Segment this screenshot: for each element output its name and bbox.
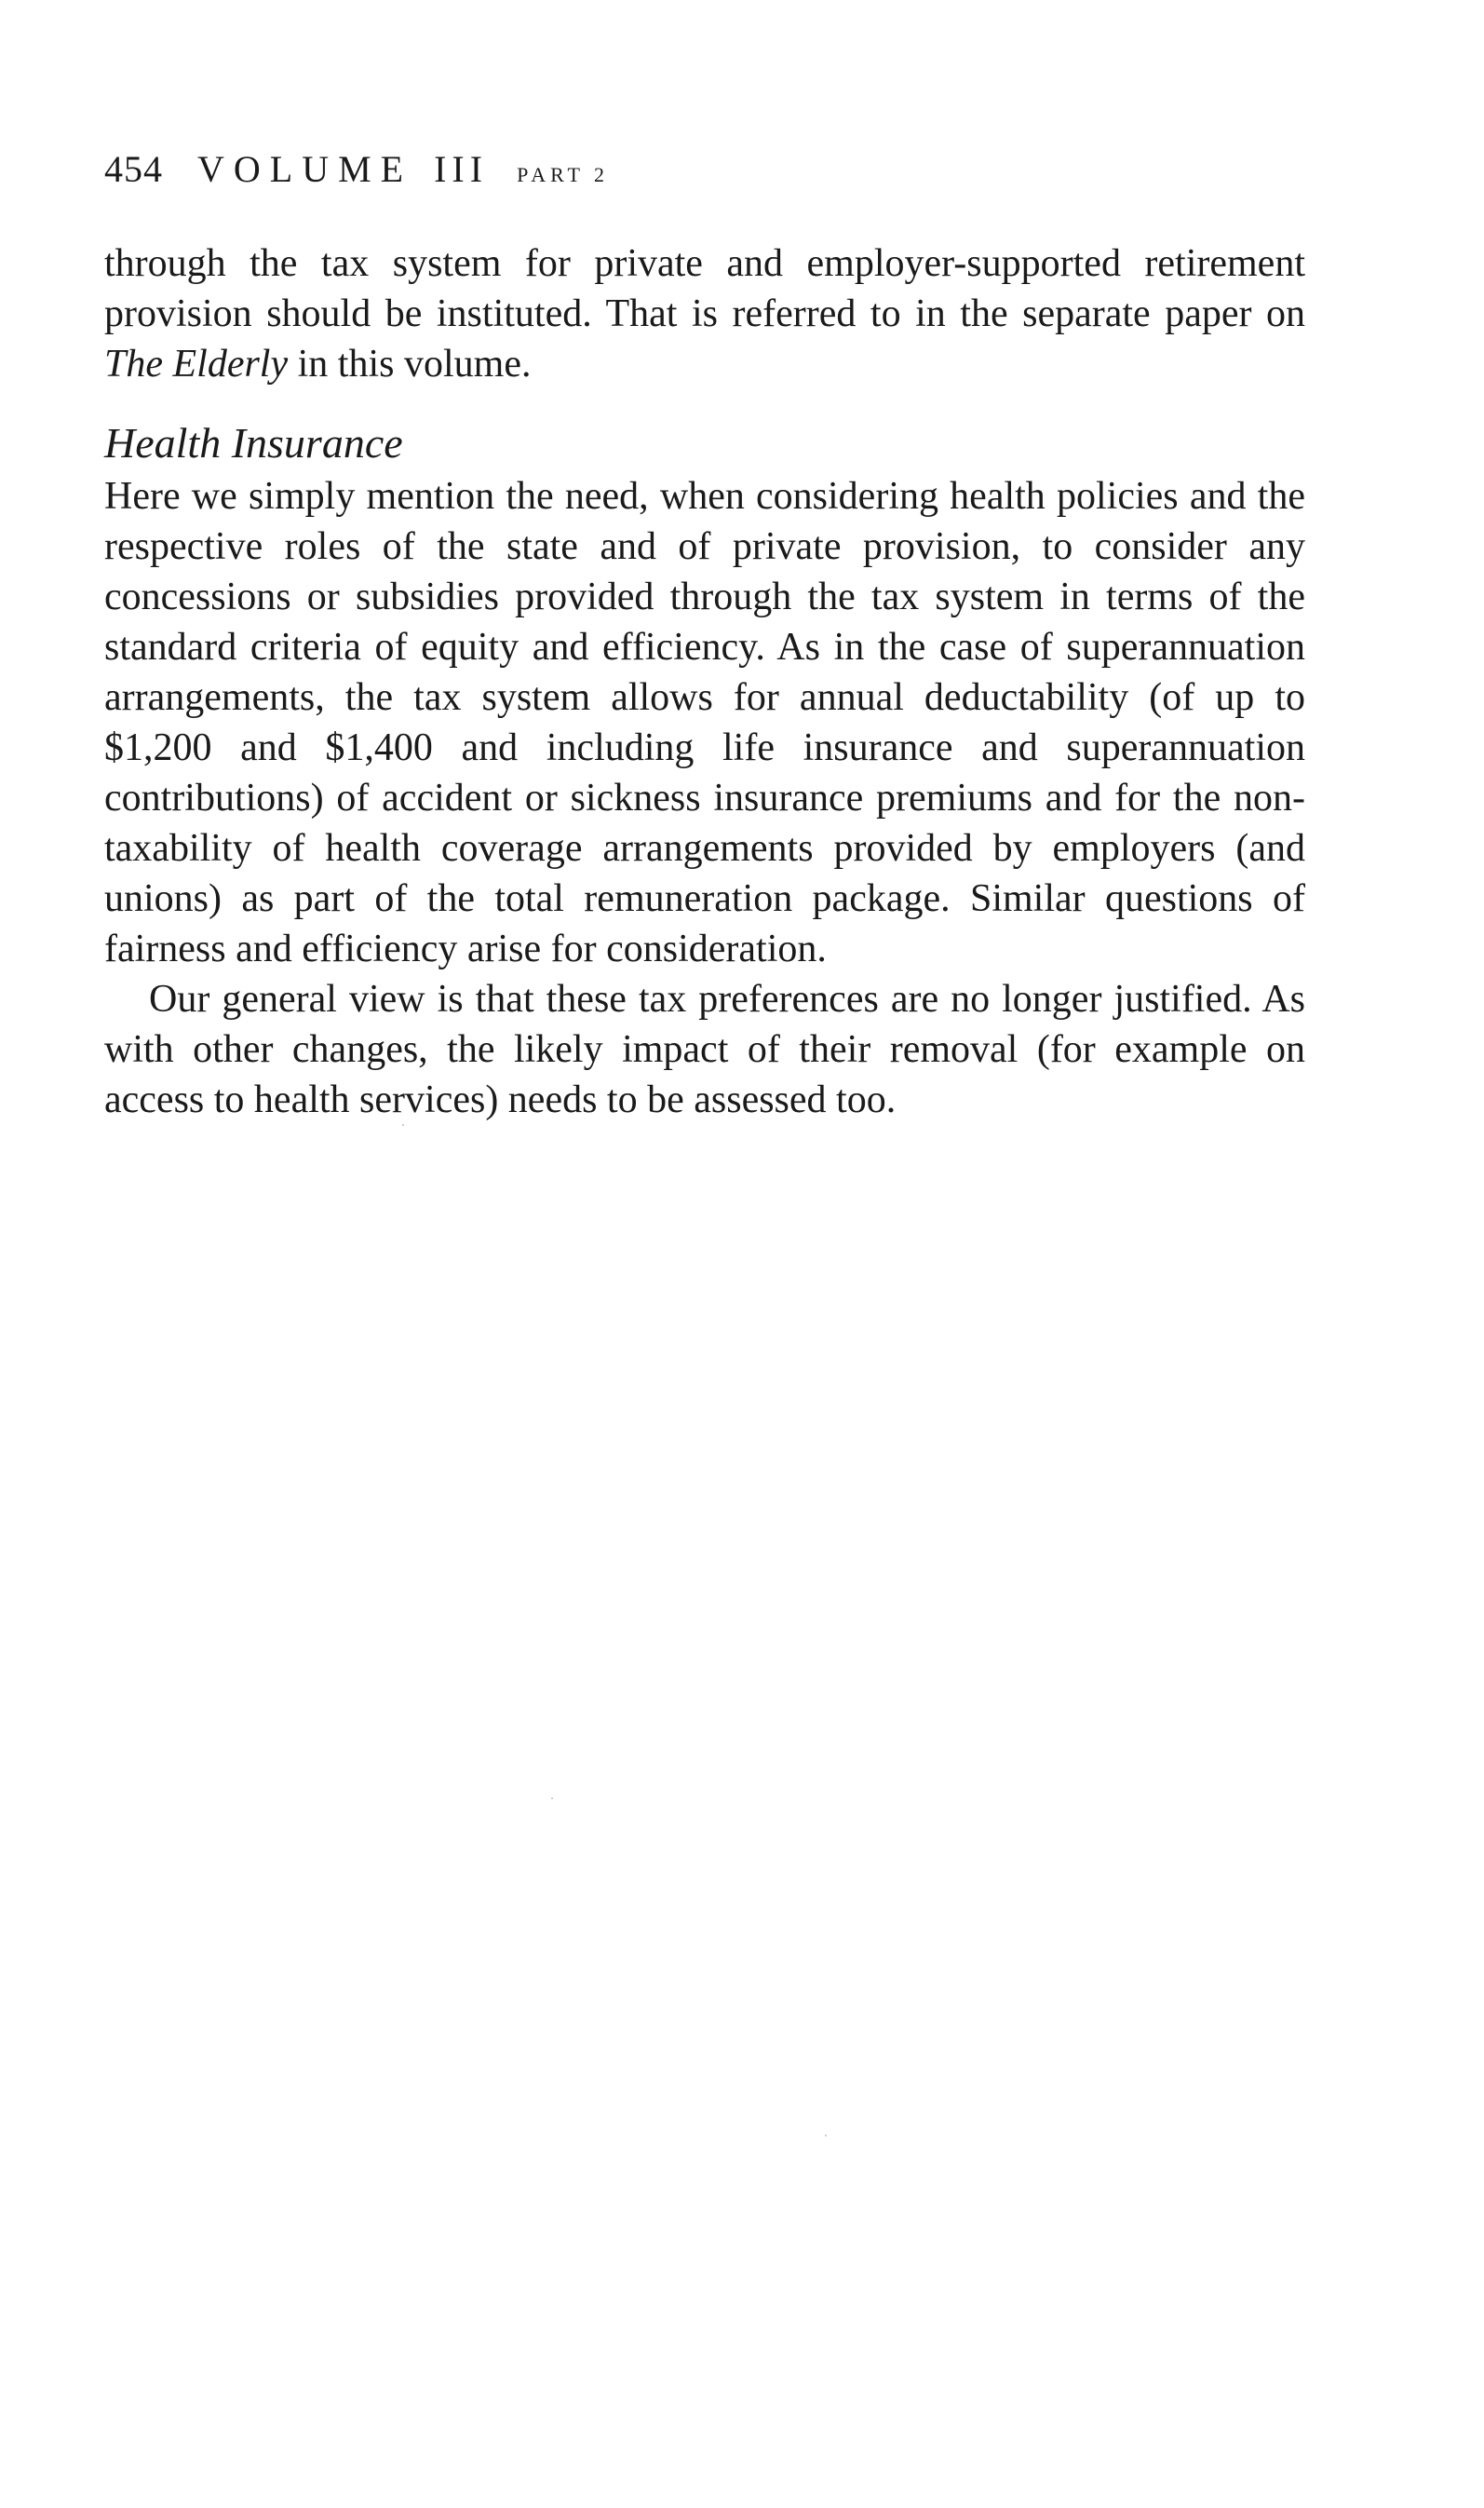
section-paragraph-1: Here we simply mention the need, when considering health policies and the respective roles of the state and of private provision, to consider any concessions or subsidies provided through the tax system in terms of the standard criteria of equity and efficiency. As in the case of superannuation arrangements, the tax system allows for annual deductability (of up to $1,200 and $1,400 and including life insurance and superannuation contributions) of accident or sickness insurance premiums and for the non-taxability of health coverage arrangements provided by employers (and unions) as part of the total remuneration package. Similar questions of fairness and efficiency arise for consideration. bbox=[104, 475, 1305, 970]
cross-reference-title: The Elderly bbox=[104, 343, 289, 386]
volume-label: VOLUME bbox=[197, 148, 413, 190]
document-page bbox=[104, 147, 1305, 1125]
running-head bbox=[104, 147, 1305, 197]
section-paragraph-2: Our general view is that these tax preferences are no longer justified. As with other changes, the likely impact of their removal (for example on access to health services) needs to be assessed too. bbox=[104, 978, 1305, 1121]
continued-text-after-title: in this volume. bbox=[288, 343, 532, 386]
scan-speck bbox=[825, 2135, 827, 2136]
scan-speck bbox=[551, 1797, 553, 1799]
continued-paragraph bbox=[104, 238, 1305, 389]
scan-speck bbox=[402, 1124, 404, 1126]
page-number: 454 bbox=[104, 148, 163, 190]
part-label: PART 2 bbox=[517, 163, 610, 186]
continued-text-before-title: through the tax system for private and employer-supported retirement provision should be instituted. That is referred to in the separate paper on bbox=[104, 242, 1305, 335]
section-heading: Health Insurance bbox=[104, 419, 403, 467]
volume-number: III bbox=[434, 148, 489, 190]
